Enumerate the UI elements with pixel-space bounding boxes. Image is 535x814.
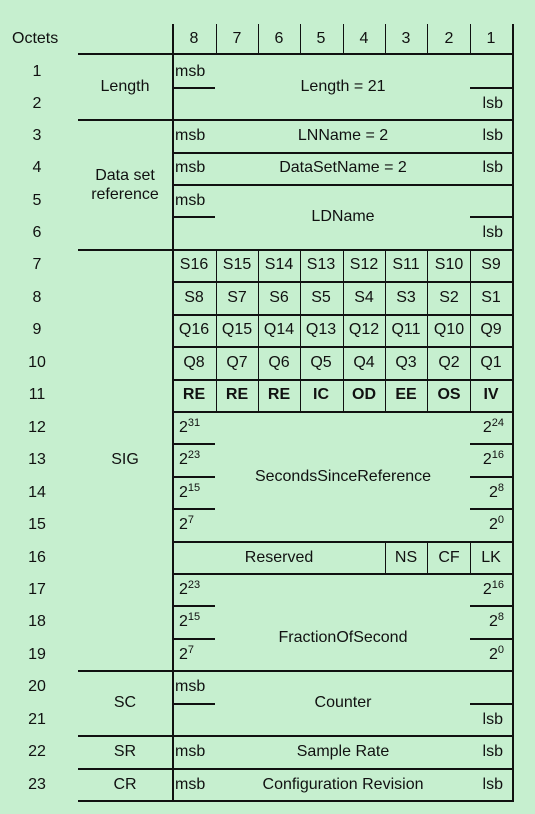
bit-cell-r7-6: S10 [434,256,464,273]
lnname-lsb: lsb [482,127,503,144]
fraction-of-second: FractionOfSecond [278,629,408,646]
bit-header-2: 6 [274,30,284,47]
octet-number-5: 5 [32,192,42,209]
sec-power-right-4: $2^0$ [488,514,504,533]
bit-cell-r11-7: IV [483,386,499,403]
bit-cell-r11-3: IC [313,386,329,403]
bit-cell-r8-4: S4 [354,289,374,306]
datasetname-value: DataSetName = 2 [279,159,407,176]
octet-number-15: 15 [28,516,46,533]
octet-number-2: 2 [32,95,42,112]
octet-number-10: 10 [28,354,46,371]
octet-number-3: 3 [32,127,42,144]
reserved-field: Reserved [244,549,314,566]
bit-cell-r7-0: S16 [179,256,209,273]
bit-cell-r10-1: Q7 [226,354,248,371]
octet-number-16: 16 [28,549,46,566]
octet-number-20: 20 [28,678,46,695]
dataset-reference-label: Data set reference [91,167,159,203]
bit-header-3: 5 [316,30,326,47]
bit-cell-r7-4: S12 [349,256,379,273]
frac-power-left-1: $2^{23}$ [179,579,201,598]
counter-lsb: lsb [482,711,503,728]
octet-number-18: 18 [28,613,46,630]
bit-cell-r11-6: OS [437,386,461,403]
octet-number-7: 7 [32,256,42,273]
bit-cell-r10-4: Q4 [353,354,375,371]
bit-cell-r9-2: Q14 [263,321,295,338]
octet-number-6: 6 [32,224,42,241]
frac-power-left-2: $2^{15}$ [179,611,201,630]
counter-msb: msb [175,678,206,695]
bit-cell-r9-0: Q16 [178,321,210,338]
sample-rate-field: Sample Rate [296,743,390,760]
frac-power-right-2: $2^8$ [488,611,504,630]
config-revision-lsb: lsb [482,776,503,793]
length-msb: msb [175,63,206,80]
lk-field: LK [481,549,501,566]
bit-cell-r8-2: S6 [269,289,289,306]
sample-rate-msb: msb [175,743,206,760]
bit-cell-r8-0: S8 [184,289,204,306]
bit-header-5: 3 [401,30,411,47]
bit-cell-r11-0: RE [182,386,206,403]
cr-label: CR [113,776,137,793]
octet-number-13: 13 [28,451,46,468]
frac-power-right-3: $2^0$ [488,644,504,663]
bit-cell-r9-3: Q13 [305,321,337,338]
frac-power-right-1: $2^{16}$ [482,579,504,598]
bit-cell-r8-6: S2 [439,289,459,306]
ldname-value: LDName [311,208,375,225]
bit-cell-r11-4: OD [352,386,376,403]
bit-header-7: 1 [486,30,496,47]
sr-label: SR [113,743,137,760]
ldname-msb: msb [175,192,206,209]
lnname-msb: msb [175,127,206,144]
length-label: Length [100,78,150,95]
bit-cell-r10-7: Q1 [480,354,502,371]
lnname-value: LNName = 2 [297,127,389,144]
octet-number-23: 23 [28,776,46,793]
octet-number-11: 11 [28,386,46,403]
bit-cell-r7-7: S9 [481,256,501,273]
octet-number-12: 12 [28,419,46,436]
datasetname-msb: msb [175,159,206,176]
bit-cell-r9-7: Q9 [480,321,502,338]
octet-number-22: 22 [28,743,46,760]
bit-cell-r9-1: Q15 [221,321,253,338]
bit-cell-r7-3: S13 [306,256,336,273]
octet-number-19: 19 [28,646,46,663]
bit-cell-r7-2: S14 [264,256,294,273]
octet-number-9: 9 [32,321,42,338]
bit-header-4: 4 [359,30,369,47]
sec-power-left-3: $2^{15}$ [179,482,201,501]
ns-field: NS [394,549,418,566]
counter-field: Counter [314,694,372,711]
bit-cell-r11-2: RE [267,386,291,403]
bit-cell-r10-6: Q2 [438,354,460,371]
bit-cell-r7-1: S15 [222,256,252,273]
sig-label: SIG [111,451,139,468]
length-value: Length = 21 [300,78,386,95]
bit-cell-r10-0: Q8 [183,354,205,371]
bit-cell-r10-2: Q6 [268,354,290,371]
sample-rate-lsb: lsb [482,743,503,760]
bit-cell-r9-4: Q12 [348,321,380,338]
sec-power-left-1: $2^{31}$ [179,417,201,436]
bit-cell-r10-5: Q3 [395,354,417,371]
sec-power-right-1: $2^{24}$ [482,417,504,436]
octet-number-8: 8 [32,289,42,306]
octet-number-21: 21 [28,711,46,728]
bit-cell-r9-5: Q11 [391,321,421,338]
bit-cell-r8-3: S5 [311,289,331,306]
config-revision-msb: msb [175,776,206,793]
octet-number-1: 1 [32,63,42,80]
octets-header: Octets [12,30,59,47]
config-revision-field: Configuration Revision [262,776,424,793]
bit-cell-r11-1: RE [225,386,249,403]
bit-cell-r11-5: EE [395,386,417,403]
bit-cell-r8-1: S7 [227,289,247,306]
bit-cell-r8-7: S1 [481,289,501,306]
bit-cell-r10-3: Q5 [310,354,332,371]
ldname-lsb: lsb [482,224,503,241]
bit-header-0: 8 [189,30,199,47]
cf-field: CF [438,549,460,566]
bit-header-6: 2 [444,30,454,47]
frac-power-left-3: $2^7$ [179,644,195,663]
octet-number-4: 4 [32,159,42,176]
datasetname-lsb: lsb [482,159,503,176]
sc-label: SC [113,694,137,711]
sec-power-left-4: $2^7$ [179,514,195,533]
octet-number-14: 14 [28,484,46,501]
sec-power-right-2: $2^{16}$ [482,449,504,468]
bit-cell-r9-6: Q10 [433,321,465,338]
bit-cell-r8-5: S3 [396,289,416,306]
sec-power-right-3: $2^8$ [488,482,504,501]
octet-number-17: 17 [28,581,46,598]
bit-header-1: 7 [232,30,242,47]
seconds-since-reference: SecondsSinceReference [254,468,432,485]
length-lsb: lsb [482,95,503,112]
bit-cell-r7-5: S11 [392,256,420,273]
sec-power-left-2: $2^{23}$ [179,449,201,468]
